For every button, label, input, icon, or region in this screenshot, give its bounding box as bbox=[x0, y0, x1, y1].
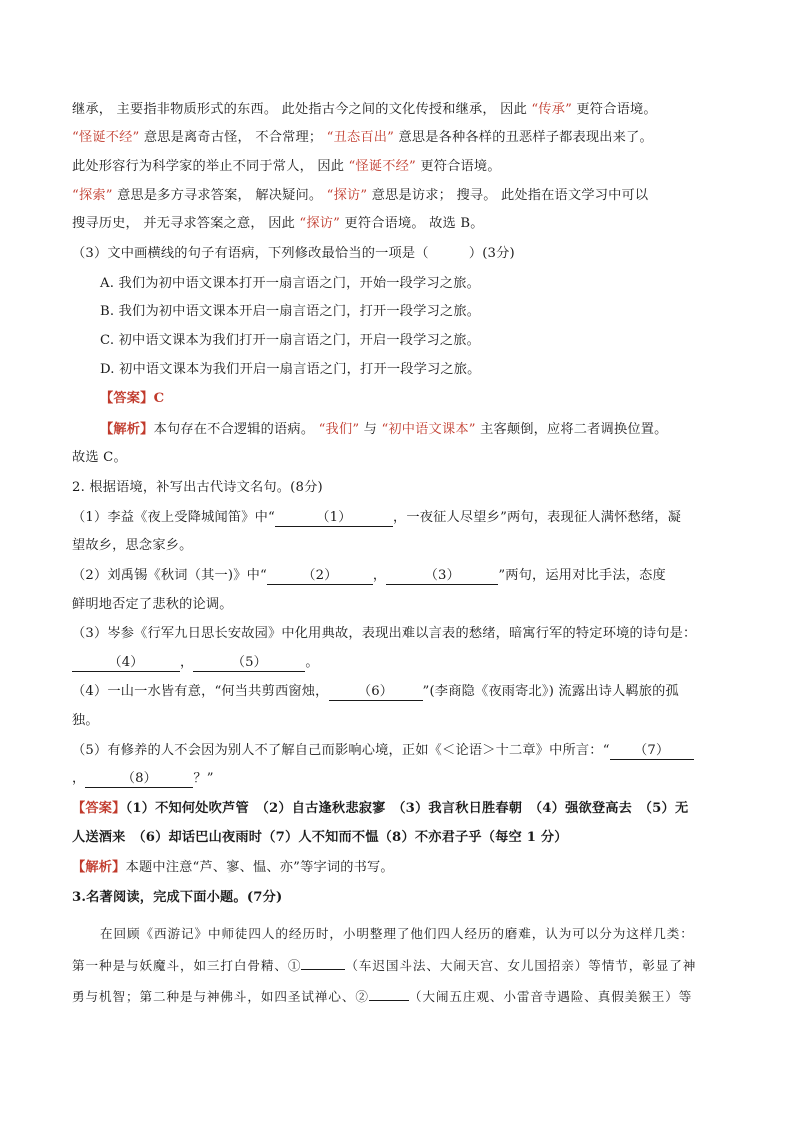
analysis-tansuo-2: 搜寻历史， 并无寻求答案之意， 因此 “探访” 更符合语境。 故选 B。 bbox=[72, 216, 484, 231]
q2-answer-cont: 人送酒来 （6）却话巴山夜雨时（7）人不知而不愠（8）不亦君子乎（每空 1 分） bbox=[72, 830, 568, 845]
reading-line-3: 勇与机智；第二种是与神佛斗，如四圣试禅心、② （大闹五庄观、小雷音寺遇险、真假美猴王）等 bbox=[72, 989, 693, 1004]
q2-item-5: （5）有修养的人不会因为别人不了解自己而影响心境，正如《＜论语＞十二章》中所言：“ （7） bbox=[72, 741, 694, 761]
option-c: C. 初中语文课本为我们打开一扇言语之门，开启一段学习之旅。 bbox=[100, 333, 481, 348]
q2-item-1-cont: 望故乡，思念家乡。 bbox=[72, 538, 193, 553]
q2-item-3-cont: （4） ， （5） 。 bbox=[72, 653, 319, 673]
q2-item-5-cont: ， （8） ？” bbox=[72, 771, 214, 786]
blank-reading-2 bbox=[369, 1000, 409, 1001]
blank-reading-1 bbox=[301, 969, 345, 970]
blank-3: （3） bbox=[386, 567, 498, 585]
q2-item-4-cont: 独。 bbox=[72, 713, 99, 728]
blank-6: （6） bbox=[329, 683, 423, 701]
q3-analysis: 【解析】本句存在不合逻辑的语病。 “我们” 与 “初中语文课本” 主客颠倒，应将二者调换位置。 bbox=[100, 422, 668, 437]
q3-answer: 【答案】C bbox=[100, 391, 165, 406]
question-3-stem: （3）文中画横线的句子有语病，下列修改最恰当的一项是（ ）(3分) bbox=[72, 246, 515, 261]
q2-analysis: 【解析】本题中注意“芦、寥、愠、亦”等字词的书写。 bbox=[72, 860, 394, 875]
q2-item-2-cont: 鲜明地否定了悲秋的论调。 bbox=[72, 597, 233, 612]
analysis-guaidan-1: “怪诞不经” 意思是离奇古怪， 不合常理； “丑态百出” 意思是各种各样的丑恶样子都表现出来了。 bbox=[72, 130, 653, 145]
analysis-chuancheng: 继承， 主要指非物质形式的东西。 此处指古今之间的文化传授和继承， 因此 “传承” 更符合语境。 bbox=[72, 102, 657, 117]
q3-analysis-end: 故选 C。 bbox=[72, 450, 127, 465]
option-a: A. 我们为初中语文课本打开一扇言语之门，开始一段学习之旅。 bbox=[100, 276, 480, 291]
blank-5: （5） bbox=[193, 654, 305, 672]
option-b: B. 我们为初中语文课本开启一扇言语之门，打开一段学习之旅。 bbox=[100, 304, 481, 319]
reading-line-2: 第一种是与妖魔斗，如三打白骨精、① （车迟国斗法、大闹天宫、女儿国招亲）等情节，彰显了神 bbox=[72, 958, 697, 973]
reading-line-1: 在回顾《西游记》中师徒四人的经历时，小明整理了他们四人经历的磨难，认为可以分为这样几类： bbox=[100, 926, 694, 941]
blank-7: （7） bbox=[610, 742, 694, 760]
blank-8: （8） bbox=[85, 770, 193, 788]
blank-2: （2） bbox=[267, 567, 373, 585]
q2-item-4: （4）一山一水皆有意，“何当共剪西窗烛， （6） ”(李商隐《夜雨寄北》) 流露出诗人羁旅的孤 bbox=[72, 684, 679, 699]
blank-4: （4） bbox=[72, 654, 180, 672]
analysis-guaidan-2: 此处形容行为科学家的举止不同于常人， 因此 “怪诞不经” 更符合语境。 bbox=[72, 159, 501, 174]
question-2-title: 2. 根据语境，补写出古代诗文名句。(8分) bbox=[72, 480, 323, 495]
q2-item-2: （2）刘禹锡《秋词（其一)》中“ （2） ， （3） ”两句，运用对比手法，态度 bbox=[72, 568, 666, 583]
blank-1: （1） bbox=[275, 509, 393, 527]
analysis-tansuo-1: “探索” 意思是多方寻求答案， 解决疑问。 “探访” 意思是访求； 搜寻。 此处指在语文学习中可以 bbox=[72, 188, 649, 203]
q2-item-3: （3）岑参《行军九日思长安故园》中化用典故，表现出难以言表的愁绪，暗寓行军的特定环境的诗句是： bbox=[72, 626, 697, 641]
option-d: D. 初中语文课本为我们开启一扇言语之门，打开一段学习之旅。 bbox=[100, 362, 481, 377]
q2-answer: 【答案】（1）不知何处吹芦管 （2）自古逢秋悲寂寥 （3）我言秋日胜春朝 （4）强欲登高去 （5）无 bbox=[72, 801, 689, 816]
q2-item-1: （1）李益《夜上受降城闻笛》中“ （1） ，一夜征人尽望乡”两句，表现征人满怀愁绪，凝 bbox=[72, 510, 682, 525]
question-3b-title: 3.名著阅读，完成下面小题。(7分) bbox=[72, 890, 283, 905]
